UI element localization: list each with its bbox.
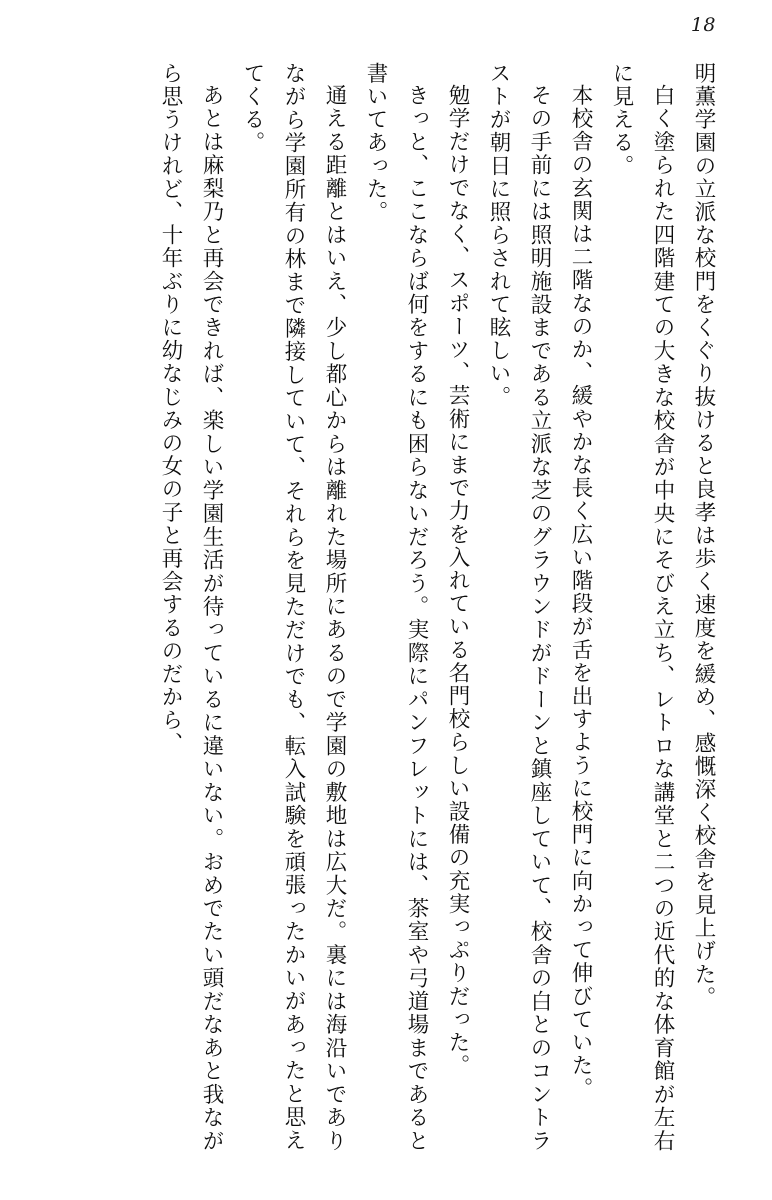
page-body-text (48, 62, 724, 1152)
paragraph: 白く塗られた四階建ての大きな校舎が中央にそびえ立ち、レトロな講堂と二つの近代的な体育館が左右に見える。 (609, 62, 675, 1152)
paragraph: 本校舎の玄関は二階なのか、緩やかな長く広い階段が舌を出すように校門に向かって伸びていた。 (568, 83, 593, 1100)
paragraph: その手前には照明施設まである立派な芝のグラウンドがドーンと鎮座していて、校舎の白とのコントラストが朝日に照らされて眩しい。 (486, 62, 552, 1152)
paragraph: あとは麻梨乃と再会できれば、楽しい学園生活が待っているに違いない。おめでたい頭だなあと我ながら思うけれど、十年ぶりに幼なじみの女の子と再会するのだから、 (158, 62, 224, 1152)
paragraph: きっと、ここならば何をするにも困らないだろう。実際にパンフレットには、茶室や弓道場まであると書いてあった。 (363, 62, 429, 1152)
paragraph: 明薫学園の立派な校門をくぐり抜けると良孝は歩く速度を緩め、感慨深く校舎を見上げた。 (691, 62, 716, 1010)
paragraph: 勉学だけでなく、スポーツ、芸術にまで力を入れている名門校らしい設備の充実っぷりだった。 (445, 83, 470, 1077)
page-number: 18 (690, 14, 716, 36)
paragraph: 通える距離とはいえ、少し都心からは離れた場所にあるので学園の敷地は広大だ。裏には海沿いでありながら学園所有の林まで隣接していて、それらを見ただけでも、転入試験を頑張ったかいがあったと思えてくる。 (240, 62, 347, 1152)
